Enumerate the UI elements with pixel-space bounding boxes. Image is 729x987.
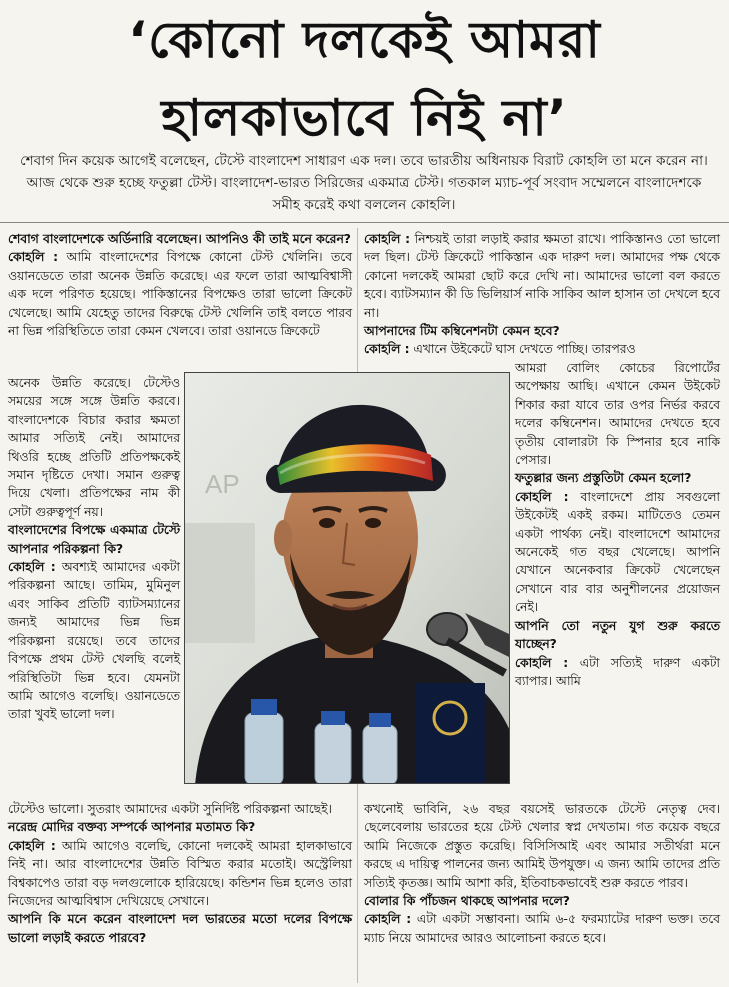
answer-text: এটা একটা সম্ভাবনা। আমি ৬-৫ ফরম্যাটের দারুণ ভক্ত। তবে ম্যাচ নিয়ে আমাদের আরও আলোচনা করতে হবে। xyxy=(364,912,720,945)
speaker-label: কোহলি : xyxy=(8,838,56,853)
speaker-label: কোহলি : xyxy=(515,489,569,504)
header-divider xyxy=(0,222,729,223)
answer-text: অবশ্যই আমাদের একটা পরিকল্পনা আছে। তামিম, মুমিনুল এবং সাকিব প্রতিটি ব্যাটসম্যানের জন্যই আমাদের ভিন্ন ভিন্ন পরিকল্পনা রয়েছে। তবে তাদের বিপক্ষে প্রথম টেস্ট খেলছি বলেই পরিস্থিতিটা ভিন্ন হবে। যেমনটা আমি আগেও বলেছি। ওয়ানডেতে তারা খুবই ভালো দল। xyxy=(8,560,180,722)
question-8: বোলার কি পাঁচজন থাকছে আপনার দলে? xyxy=(364,894,570,909)
question-2: বাংলাদেশের বিপক্ষে একমাত্র টেস্টে আপনার পরিকল্পনা কি? xyxy=(8,523,180,556)
press-conference-image xyxy=(185,373,510,784)
answer-8 xyxy=(364,910,720,947)
right-column-narrow xyxy=(515,359,720,690)
answer-text: আমি আগেও বলেছি, কোনো দলকেই আমরা হালকাভাবে নিই না। আর বাংলাদেশের উন্নতি বিস্মিত করার মতোই। অস্ট্রেলিয়া বিশ্বকাপেও তারা বড় দলগুলোকে হারিয়েছে। কন্ডিশন ভিন্ন হলেও তারা নিজেদের আত্মবিশ্বাস দেখিয়েছে সেখানে। xyxy=(8,838,352,909)
intro-paragraph: শেবাগ দিন কয়েক আগেই বলেছেন, টেস্টে বাংলাদেশ সাধারণ এক দল। তবে ভারতীয় অধিনায়ক বিরাট কোহলি তা মনে করেন না। আজ থেকে শুরু হচ্ছে ফতুল্লা টেস্ট। বাংলাদেশ-ভারত সিরিজের একমাত্র টেস্ট। গতকাল ম্যাচ-পূর্ব সংবাদ সম্মেলনে বাংলাদেশকে সমীহ করেই কথা বললেন কোহলি। xyxy=(20,153,708,213)
answer-7 xyxy=(515,654,720,691)
left-column-bottom xyxy=(8,800,352,947)
speaker-label: কোহলি : xyxy=(515,655,569,670)
answer-text: এটা সত্যিই দারুণ একটা ব্যাপার। আমি xyxy=(515,655,720,688)
answer-1 xyxy=(8,248,352,340)
speaker-label: কোহলি : xyxy=(364,342,410,357)
headline-line-2: হালকাভাবে নিই না’ xyxy=(161,89,568,147)
question-6: ফতুল্লার জন্য প্রস্তুতিটা কেমন হলো? xyxy=(515,471,692,486)
speaker-label: কোহলি : xyxy=(364,912,412,927)
answer-2 xyxy=(8,558,180,724)
answer-1-continued: অনেক উন্নতি করেছে। টেস্টেও সময়ের সঙ্গে সঙ্গে উন্নতি করবে। বাংলাদেশকে বিচার করার ক্ষমতা আমার সত্যিই নেই। আমাদের থিওরি হচ্ছে প্রতিটি প্রতিপক্ষকেই সমান দৃষ্টিতে দেখা। সমান গুরুত্ব দিয়ে খেলা। প্রতিপক্ষের নাম কী সেটা গুরুত্বপূর্ণ নয়। xyxy=(8,376,180,519)
answer-5 xyxy=(364,340,720,358)
speaker-label: কোহলি : xyxy=(364,232,411,246)
kohli-photo xyxy=(184,372,510,784)
answer-4 xyxy=(364,230,720,322)
answer-text: এখানে উইকেটে ঘাস দেখতে পাচ্ছি। তারপরও xyxy=(413,342,636,357)
answer-7-continued: কখনোই ভাবিনি, ২৬ বছর বয়সেই ভারতকে টেস্টে নেতৃত্ব দেব। ছেলেবেলায় ভারতের হয়ে টেস্ট খেলার স্বপ্ন দেখতাম। গত কয়েক বছরে আমি নিজেকে প্রস্তুত করেছি। বিসিসিআই এবং আমার সতীর্থরা মনে করছে এ দায়িত্ব পালনের জন্য আমিই উপযুক্ত। এ জন্য আমি তাদের প্রতি সত্যিই কৃতজ্ঞ। আমি আশা করি, ইতিবাচকভাবেই শুরু করতে পারব। xyxy=(364,802,720,890)
answer-6 xyxy=(515,488,720,617)
speaker-label: কোহলি : xyxy=(8,250,59,265)
answer-2-continued: টেস্টেও ভালো। সুতরাং আমাদের একটা সুনির্দিষ্ট পরিকল্পনা আছেই। xyxy=(8,802,332,816)
answer-text: বাংলাদেশে প্রায় সবগুলো উইকেটই একই রকম। মাটিতেও তেমন একটা পার্থক্য নেই। বাংলাদেশে আমাদের অনেকেই গত বছর খেলেছে। আপনি যেখানে অনেকবার ক্রিকেট খেলেছেন সেখানে বার বার অনুশীলনের প্রয়োজন নেই। xyxy=(515,489,720,615)
question-4: আপনি কি মনে করেন বাংলাদেশ দল ভারতের মতো দলের বিপক্ষে ভালো লড়াই করতে পারবে? xyxy=(8,912,352,945)
speaker-label: কোহলি : xyxy=(8,560,56,575)
answer-text: আমি বাংলাদেশের বিপক্ষে কোনো টেস্ট খেলিনি। তবে ওয়ানডেতে তারা অনেক উন্নতি করেছে। এর ফলে তারা আত্মবিশ্বাসী এক দলে পরিণত হয়েছে। পাকিস্তানের বিপক্ষেও তারা ভালো ক্রিকেট খেলেছে। আমি যেহেতু তাদের বিরুদ্ধে টেস্ট খেলিনি তাই বলতে পারব না ভিন্ন পরিস্থিতিতে তারা কেমন খেলবে। তারা ওয়ানডে ক্রিকেটে xyxy=(8,250,352,339)
left-column-narrow xyxy=(8,374,180,724)
answer-3 xyxy=(8,837,352,911)
answer-5-continued: আমরা বোলিং কোচের রিপোর্টের অপেক্ষায় আছি। এখানে কেমন উইকেট শিকার করা যাবে তার ওপর নির্ভর করবে দলের কম্বিনেশন। আমাদের দেখতে হবে তৃতীয় বোলারটা কি স্পিনার হবে নাকি পেসার। xyxy=(515,361,720,468)
left-column-top xyxy=(8,230,352,340)
question-7: আপনি তো নতুন যুগ শুরু করতে যাচ্ছেন? xyxy=(515,618,720,652)
svg-text:AP: AP xyxy=(205,469,240,499)
right-column-top xyxy=(364,230,720,359)
answer-text: নিশ্চয়ই তারা লড়াই করার ক্ষমতা রাখে। পাকিস্তানও তো ভালো দল ছিল। টেস্ট ক্রিকেটে পাকিস্তান এক দারুণ দল। আমাদের পক্ষ থেকে কোনো দলকেই আমরা ছোট করে দেখি না। আমাদের ভালো বল করতে হবে। ব্যাটসম্যান কী ডি ভিলিয়ার্স নাকি সাকিব আল হাসান তা দেখলে হবে না। xyxy=(364,232,720,320)
headline-line-1: ‘কোনো দলকেই আমরা xyxy=(128,11,601,69)
question-3: নরেন্দ্র মোদির বক্তব্য সম্পর্কে আপনার মতামত কি? xyxy=(8,820,256,835)
question-5: আপনাদের টিম কম্বিনেশনটা কেমন হবে? xyxy=(364,324,560,339)
right-column-bottom xyxy=(364,800,720,947)
question-1: শেবাগ বাংলাদেশকে অর্ডিনারি বলেছেন। আপনিও কী তাই মনে করেন? xyxy=(8,232,351,246)
